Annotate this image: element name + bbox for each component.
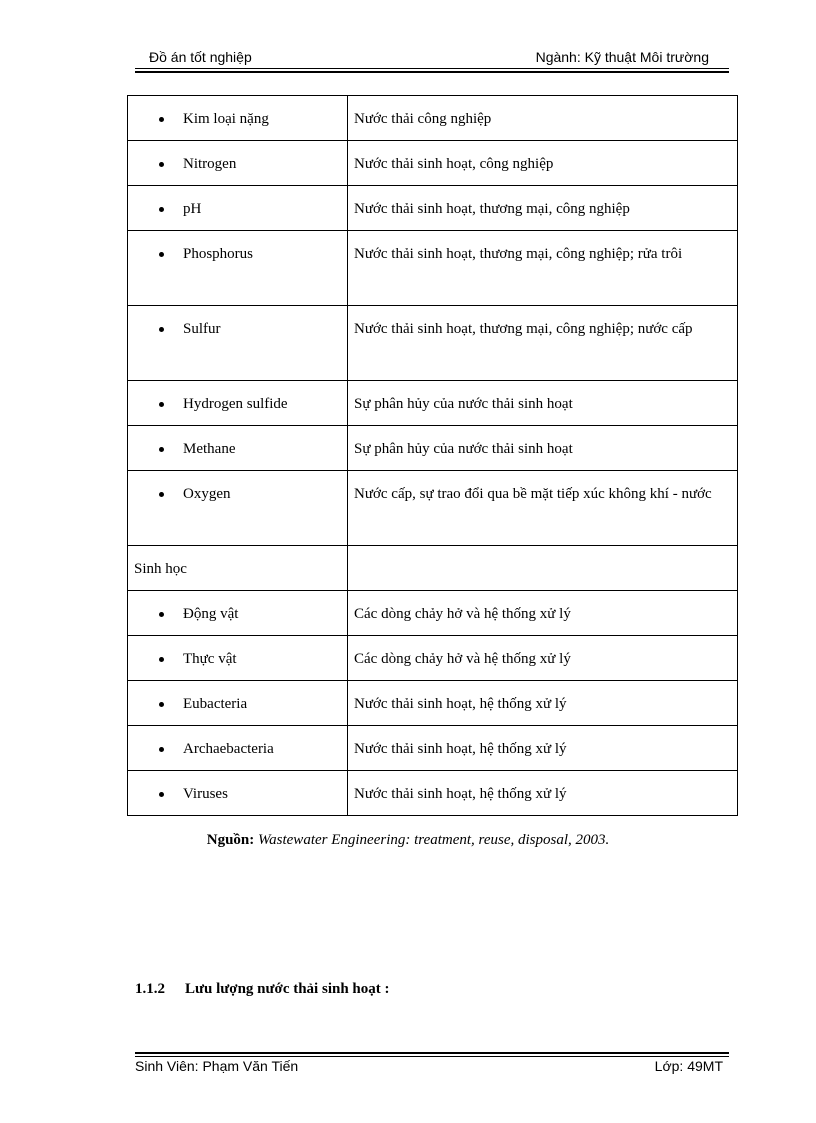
constituent-name: Kim loại nặng (183, 111, 269, 127)
bullet-icon (159, 492, 164, 497)
constituent-source: Nước thải sinh hoạt, thương mại, công nghiệp (354, 201, 630, 217)
constituent-source: Nước thải công nghiệp (354, 111, 492, 127)
table-row (128, 426, 738, 471)
footer-student-name: Sinh Viên: Phạm Văn Tiến (135, 1058, 299, 1074)
bullet-icon (159, 252, 164, 257)
source-reference: Wastewater Engineering: treatment, reuse, disposal, 2003. (258, 832, 610, 848)
table-row (128, 231, 738, 306)
table-row (128, 591, 738, 636)
table-row (128, 726, 738, 771)
constituent-name: Viruses (183, 786, 228, 802)
bullet-icon (159, 207, 164, 212)
bullet-icon (159, 612, 164, 617)
page-header (135, 48, 729, 70)
pollutant-source-table (127, 95, 738, 816)
table-row (128, 96, 738, 141)
constituent-source (348, 546, 737, 554)
table-row (128, 771, 738, 816)
bullet-icon (159, 117, 164, 122)
bullet-icon (159, 792, 164, 797)
table-row (128, 141, 738, 186)
constituent-name: Nitrogen (183, 156, 237, 172)
bullet-icon (159, 162, 164, 167)
constituent-source: Nước thải sinh hoạt, công nghiệp (354, 156, 554, 172)
table-row (128, 471, 738, 546)
category-label: Sinh học (134, 561, 187, 577)
table-row (128, 186, 738, 231)
section-title: Lưu lượng nước thải sinh hoạt : (185, 981, 390, 997)
page-footer (135, 1058, 729, 1080)
constituent-source: Nước thải sinh hoạt, hệ thống xử lý (354, 786, 567, 802)
table-category-row (128, 546, 738, 591)
section-number: 1.1.2 (135, 981, 165, 997)
bullet-icon (159, 702, 164, 707)
table-row (128, 681, 738, 726)
constituent-name: Eubacteria (183, 696, 248, 712)
header-divider-thick (135, 71, 729, 73)
constituent-source: Nước thải sinh hoạt, hệ thống xử lý (354, 696, 567, 712)
constituent-source: Các dòng chảy hở và hệ thống xử lý (354, 606, 571, 622)
constituent-source: Nước thải sinh hoạt, thương mại, công nghiệp; nước cấp (354, 321, 693, 337)
bullet-icon (159, 657, 164, 662)
table-source-note: Nguồn: Wastewater Engineering: treatment, reuse, disposal, 2003. (206, 832, 610, 848)
table-row (128, 381, 738, 426)
table-row (128, 636, 738, 681)
header-document-type: Đồ án tốt nghiệp (149, 49, 252, 65)
constituent-name: Methane (183, 441, 236, 457)
footer-divider-thick (135, 1052, 729, 1054)
constituent-name: Archaebacteria (183, 741, 274, 757)
bullet-icon (159, 747, 164, 752)
constituent-source: Nước thải sinh hoạt, hệ thống xử lý (354, 741, 567, 757)
constituent-name: Sulfur (183, 321, 221, 337)
constituent-source: Nước thải sinh hoạt, thương mại, công nghiệp; rửa trôi (354, 246, 683, 262)
bullet-icon (159, 402, 164, 407)
table-row (128, 306, 738, 381)
constituent-name: Hydrogen sulfide (183, 396, 288, 412)
header-major: Ngành: Kỹ thuật Môi trường (535, 49, 709, 65)
bullet-icon (159, 447, 164, 452)
constituent-source: Sự phân hủy của nước thải sinh hoạt (354, 396, 573, 412)
bullet-icon (159, 327, 164, 332)
section-heading (135, 981, 390, 998)
constituent-name: Oxygen (183, 486, 231, 502)
header-divider (135, 68, 729, 69)
constituent-name: Thực vật (183, 651, 237, 667)
source-label: Nguồn (206, 832, 250, 848)
constituent-source: Nước cấp, sự trao đổi qua bề mặt tiếp xúc không khí - nước (354, 486, 712, 502)
footer-class: Lớp: 49MT (654, 1058, 723, 1074)
constituent-name: Động vật (183, 606, 239, 622)
constituent-name: Phosphorus (183, 246, 254, 262)
footer-divider (135, 1056, 729, 1057)
constituent-source: Các dòng chảy hở và hệ thống xử lý (354, 651, 571, 667)
constituent-name: pH (183, 201, 202, 217)
constituent-source: Sự phân hủy của nước thải sinh hoạt (354, 441, 573, 457)
